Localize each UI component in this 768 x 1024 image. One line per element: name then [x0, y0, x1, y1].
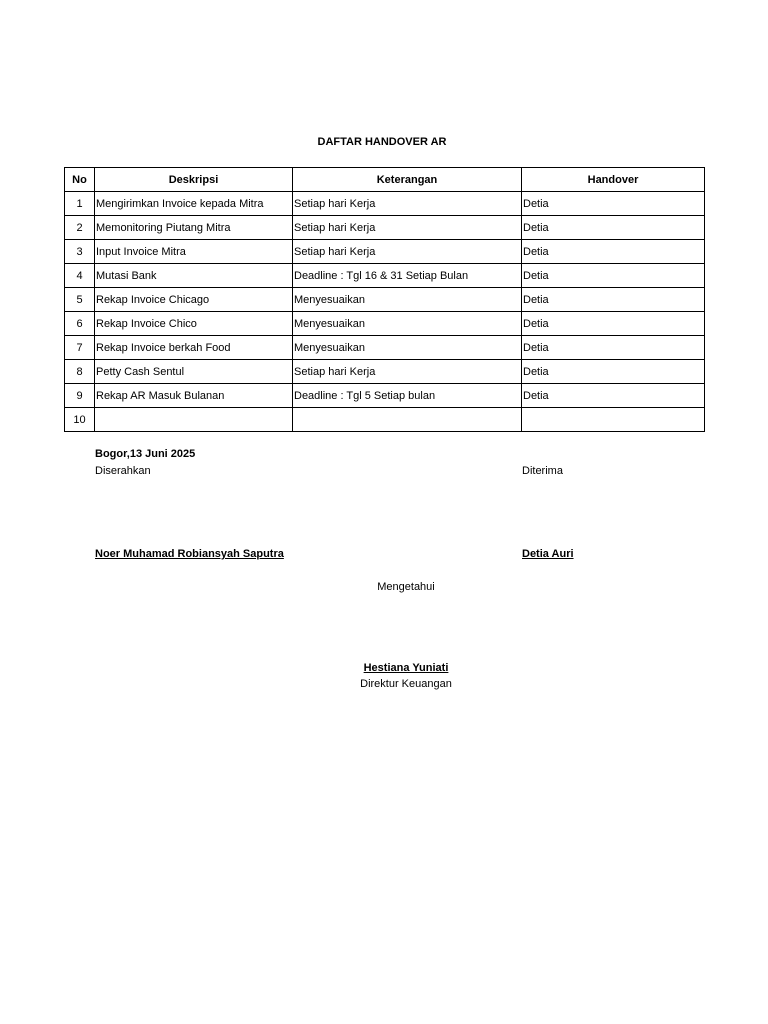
handed-label: Diserahkan — [95, 465, 151, 477]
row-no: 2 — [65, 216, 95, 240]
acknowledged-title: Direktur Keuangan — [360, 678, 452, 690]
row-no: 7 — [65, 336, 95, 360]
row-no: 3 — [65, 240, 95, 264]
table-row — [65, 192, 705, 216]
row-no: 8 — [65, 360, 95, 384]
table-row — [65, 384, 705, 408]
row-keterangan: Menyesuaikan — [293, 312, 522, 336]
row-no: 6 — [65, 312, 95, 336]
row-no: 10 — [65, 408, 95, 432]
row-handover — [522, 408, 705, 432]
table-row — [65, 216, 705, 240]
acknowledged-name: Hestiana Yuniati — [363, 662, 449, 674]
column-header-keterangan: Keterangan — [293, 168, 522, 192]
row-keterangan: Setiap hari Kerja — [293, 240, 522, 264]
received-label: Diterima — [522, 465, 563, 477]
row-handover: Detia — [522, 360, 705, 384]
acknowledged-label: Mengetahui — [377, 581, 435, 593]
handed-name: Noer Muhamad Robiansyah Saputra — [95, 548, 284, 560]
row-deskripsi: Memonitoring Piutang Mitra — [95, 216, 293, 240]
document-title: DAFTAR HANDOVER AR — [317, 136, 447, 148]
row-deskripsi: Rekap Invoice berkah Food — [95, 336, 293, 360]
row-handover: Detia — [522, 216, 705, 240]
row-keterangan: Deadline : Tgl 5 Setiap bulan — [293, 384, 522, 408]
table-row — [65, 288, 705, 312]
table-header-row — [65, 168, 705, 192]
row-handover: Detia — [522, 288, 705, 312]
handover-table — [64, 167, 705, 432]
row-deskripsi: Rekap Invoice Chico — [95, 312, 293, 336]
row-keterangan: Setiap hari Kerja — [293, 360, 522, 384]
table-row — [65, 312, 705, 336]
row-no: 4 — [65, 264, 95, 288]
column-header-deskripsi: Deskripsi — [95, 168, 293, 192]
row-handover: Detia — [522, 384, 705, 408]
row-keterangan: Setiap hari Kerja — [293, 216, 522, 240]
row-handover: Detia — [522, 312, 705, 336]
row-deskripsi: Rekap AR Masuk Bulanan — [95, 384, 293, 408]
row-deskripsi: Mutasi Bank — [95, 264, 293, 288]
row-deskripsi: Rekap Invoice Chicago — [95, 288, 293, 312]
row-handover: Detia — [522, 192, 705, 216]
row-keterangan: Setiap hari Kerja — [293, 192, 522, 216]
row-no: 9 — [65, 384, 95, 408]
table-row — [65, 360, 705, 384]
row-deskripsi — [95, 408, 293, 432]
table-row — [65, 264, 705, 288]
row-deskripsi: Petty Cash Sentul — [95, 360, 293, 384]
row-keterangan: Deadline : Tgl 16 & 31 Setiap Bulan — [293, 264, 522, 288]
row-no: 5 — [65, 288, 95, 312]
row-no: 1 — [65, 192, 95, 216]
table-row — [65, 336, 705, 360]
place-date: Bogor,13 Juni 2025 — [95, 448, 196, 460]
row-handover: Detia — [522, 264, 705, 288]
row-keterangan: Menyesuaikan — [293, 336, 522, 360]
column-header-no: No — [65, 168, 95, 192]
row-keterangan: Menyesuaikan — [293, 288, 522, 312]
column-header-handover: Handover — [522, 168, 705, 192]
row-deskripsi: Mengirimkan Invoice kepada Mitra — [95, 192, 293, 216]
row-handover: Detia — [522, 240, 705, 264]
table-row — [65, 408, 705, 432]
row-handover: Detia — [522, 336, 705, 360]
row-deskripsi: Input Invoice Mitra — [95, 240, 293, 264]
received-name: Detia Auri — [522, 548, 574, 560]
table-row — [65, 240, 705, 264]
row-keterangan — [293, 408, 522, 432]
